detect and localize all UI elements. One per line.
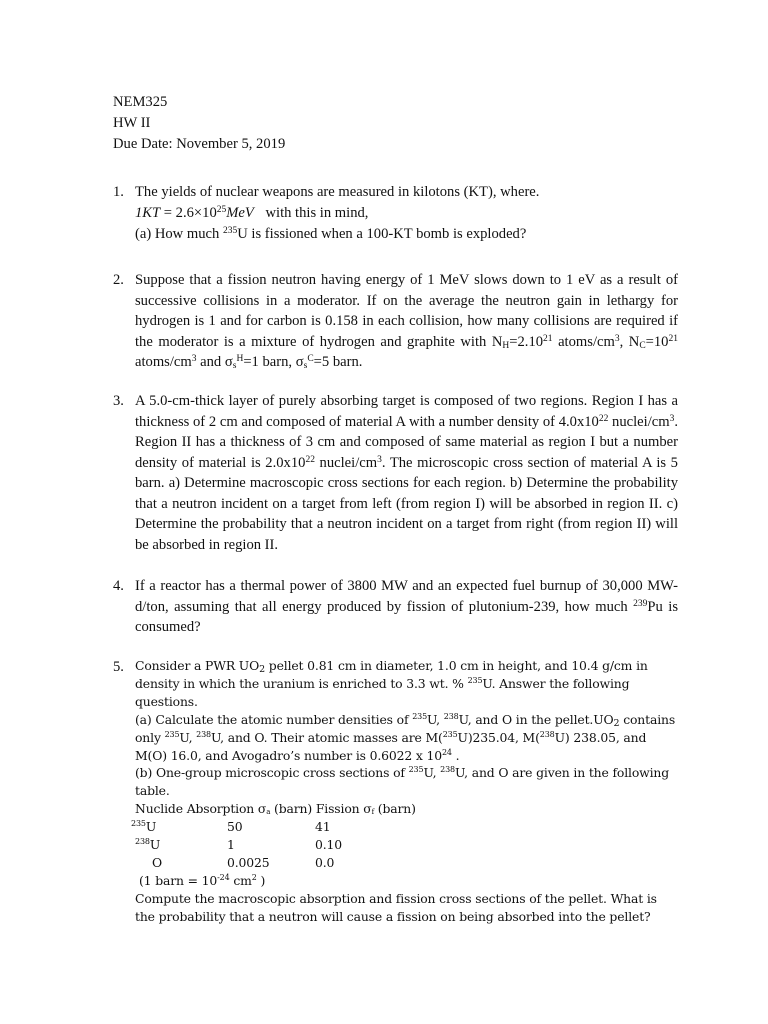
question-1 (113, 182, 678, 245)
due-date: Due Date: November 5, 2019 (113, 136, 286, 152)
header-block (113, 92, 285, 155)
question-number: 1. (113, 184, 124, 200)
question-5-part-a: (a) Calculate the atomic number densities of $^{235}$U, $^{238}$U, and O in the $pellet.UO_2$ contains only $^{235}$U, $^{238}$U, and O. Their atomic masses are M($^{235}$U)235.04, M($^{238}$U) 238.05, and M(O) 16.0, and Avogadro’s number is 0.6022 x $10^{24}$ . (135, 711, 676, 763)
question-1-part-a: (a) How much $^{235}$U is fissioned when a 100-KT bomb is exploded? (135, 226, 527, 242)
table-row: $^{238}$U 1 0.10 (135, 837, 342, 853)
table-header: Nuclide Absorption $\sigma_a$ (barn) Fission $\sigma_f$ (barn) (135, 801, 416, 817)
question-4-text: If a reactor has a thermal power of 3800 MW and an expected fuel burnup of 30,000 MW-d/ton, assuming that all energy produced by fission of plutonium-239, how much $^{239}$Pu is consumed? (135, 578, 678, 635)
question-4 (113, 576, 678, 638)
question-3-text: A 5.0-cm-thick layer of purely absorbing target is composed of two regions. Region I has a thickness of 2 cm and composed of material A with a number density of $4.0x10^{22}$ nuclei/$cm^3$. Region II has a thickness of 3 cm and composed of same material as region I but a number density of material is $2.0x10^{22}$ nuclei/$cm^3$. The microscopic cross section of material A is 5 barn. a) Determine macroscopic cross sections for each region. b) Determine the probability that a neutron incident on a target from left (from region I) will be absorbed in region II. c) Determine the probability that a neutron incident on a target from right (from region II) will be absorbed in region II. (135, 393, 678, 553)
question-5 (113, 657, 678, 926)
table-row: O 0.0025 0.0 (152, 855, 335, 871)
question-number: 4. (113, 578, 124, 594)
cross-section-table (131, 818, 678, 872)
table-row: $^{235}$U 50 41 (131, 819, 331, 835)
question-1-intro: The yields of nuclear weapons are measured in kilotons (KT), where. (135, 184, 540, 200)
assignment-title: HW II (113, 115, 151, 131)
question-1-equation: $1KT = 2.6\times 10^{25}MeV$ with this in mind, (135, 205, 369, 221)
question-2 (113, 270, 678, 373)
question-5-final: Compute the macroscopic absorption and fission cross sections of the pellet. What is the probability that a neutron will cause a fission on being absorbed into the pellet? (135, 891, 657, 924)
question-2-text: Suppose that a fission neutron having energy of 1 MeV slows down to 1 eV as a result of successive collisions in a moderator. If on the average the neutron gain in lethargy for hydrogen is 1 and for carbon is 0.158 in each collision, how many collisions are required if the moderator is a mixture of hydrogen and graphite with $N_H=2.10^{21}$ atoms/$cm^3$, $N_C=10^{21}$ atoms/$cm^3$ and $\sigma_s^H=1$ barn, $\sigma_s^C=5$ barn. (135, 272, 678, 371)
course-code: NEM325 (113, 94, 168, 110)
question-3 (113, 391, 678, 555)
question-number: 2. (113, 272, 124, 288)
question-5-part-b: (b) One-group microscopic cross sections of $^{235}$U, $^{238}$U, and O are given in the following table. (135, 765, 670, 799)
question-number: 3. (113, 393, 124, 409)
question-number: 5. (113, 659, 124, 675)
question-5-intro: Consider a PWR $UO_2$ pellet 0.81 cm in diameter, 1.0 cm in height, and 10.4 g/cm in density in which the uranium is enriched to 3.3 wt. % $^{235}$U. Answer the following questions. (135, 658, 648, 709)
barn-definition: (1 barn = $10^{-24}$ $cm^2$ ) (139, 873, 266, 889)
